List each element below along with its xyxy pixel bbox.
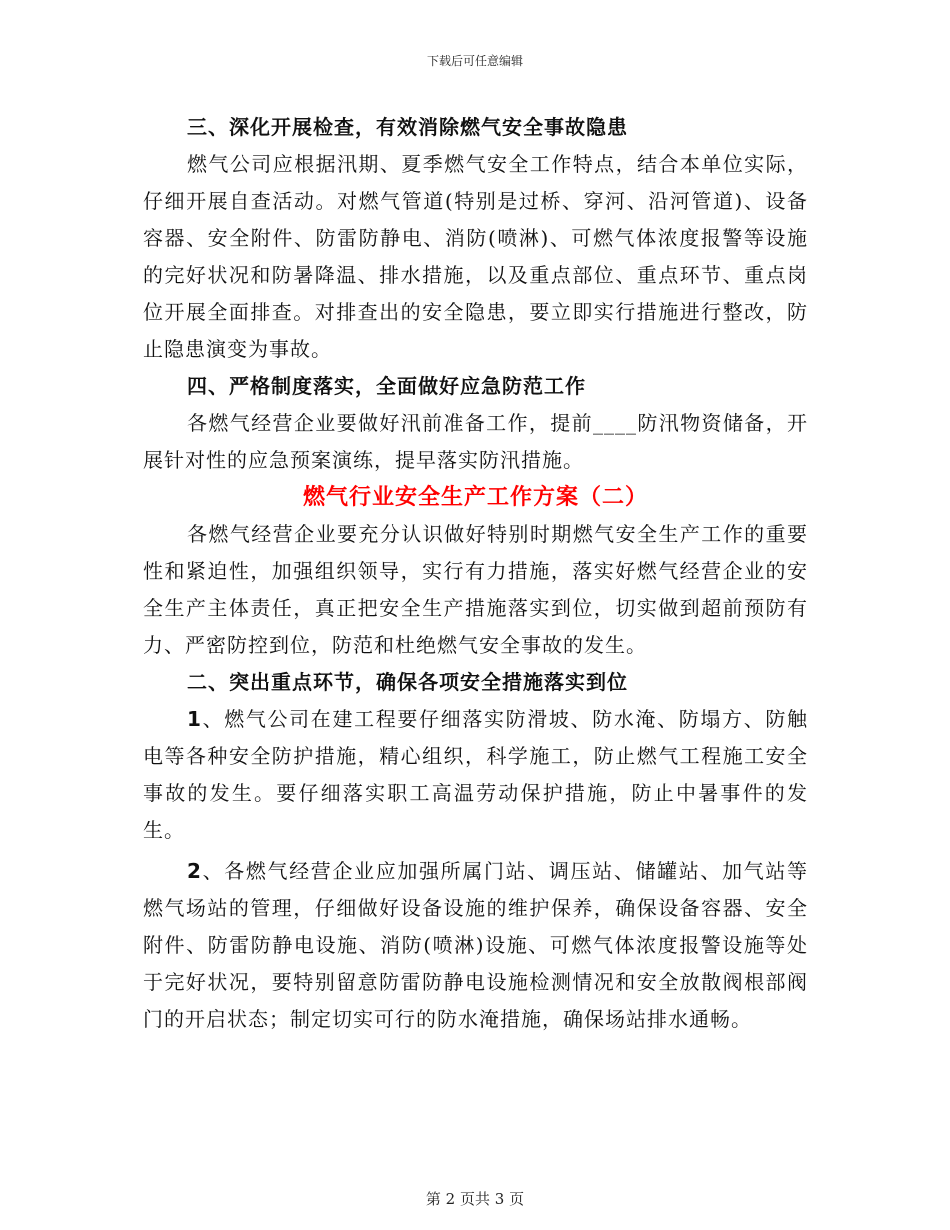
item-1-number: 1 [187,707,202,731]
page-footer: 第 2 页共 3 页 [425,1190,525,1208]
section-2-heading: 二、突出重点环节，确保各项安全措施落实到位 [187,670,628,694]
item-1-text: 、燃气公司在建工程要仔细落实防滑坡、防水淹、防塌方、防触电等各种安全防护措施，精心组织，科学施工，防止燃气工程施工安全事故的发生。要仔细落实职工高温劳动保护措施，防止中暑事件的发生。 [143,707,808,842]
item-1-paragraph [143,701,808,849]
document-title: 燃气行业安全生产工作方案（二） [302,485,648,510]
page-header: 下载后可任意编辑 [426,54,523,68]
section-3-body: 燃气公司应根据汛期、夏季燃气安全工作特点，结合本单位实际，仔细开展自查活动。对燃气管道(特别是过桥、穿河、沿河管道)、设备容器、安全附件、防雷防静电、消防(喷淋)、可燃气体浓度报警等设施的完好状况和防暑降温、排水措施，以及重点部位、重点环节、重点岗位开展全面排查。对排查出的安全隐患，要立即实行措施进行整改，防止隐患演变为事故。 [143,152,808,361]
item-2-paragraph [143,853,808,1038]
intro-paragraph: 各燃气经营企业要充分认识做好特别时期燃气安全生产工作的重要性和紧迫性，加强组织领导，实行有力措施，落实好燃气经营企业的安全生产主体责任，真正把安全生产措施落实到位，切实做到超前预防有力、严密防控到位，防范和杜绝燃气安全事故的发生。 [143,522,808,657]
item-2-number: 2 [187,859,202,883]
section-4-body: 各燃气经营企业要做好汛前准备工作，提前____防汛物资储备，开展针对性的应急预案演练，提早落实防汛措施。 [143,411,808,472]
section-4-heading: 四、严格制度落实，全面做好应急防范工作 [187,374,586,398]
document-body [143,109,808,1038]
item-2-text: 、各燃气经营企业应加强所属门站、调压站、储罐站、加气站等燃气场站的管理，仔细做好设备设施的维护保养，确保设备容器、安全附件、防雷防静电设施、消防(喷淋)设施、可燃气体浓度报警设施等处于完好状况，要特别留意防雷防静电设施检测情况和安全放散阀根部阀门的开启状态；制定切实可行的防水淹措施，确保场站排水通畅。 [143,859,808,1031]
section-3-heading: 三、深化开展检查，有效消除燃气安全事故隐患 [187,115,628,139]
